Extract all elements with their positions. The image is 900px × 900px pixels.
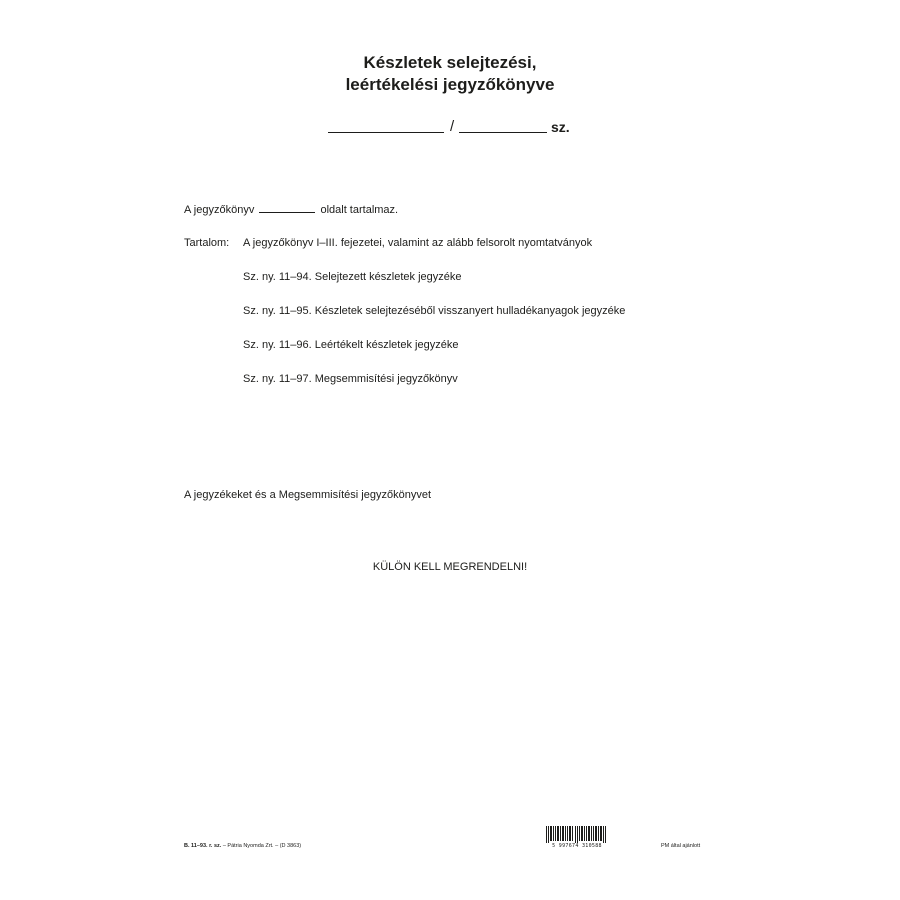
- page-count-line: [184, 202, 398, 217]
- page-count-after: oldalt tartalmaz.: [320, 204, 399, 216]
- document-title: [0, 52, 900, 96]
- number-slash: /: [450, 118, 455, 135]
- page-count-before: A jegyzőkönyv: [184, 204, 255, 216]
- barcode: [546, 826, 608, 843]
- notice-emphasis: KÜLÖN KELL MEGRENDELNI!: [372, 561, 528, 573]
- number-blank-1[interactable]: [328, 132, 444, 133]
- barcode-digits: 5 997674 310588: [552, 843, 602, 849]
- notice-line: A jegyzékeket és a Megsemmisítési jegyzőkönyvet: [184, 489, 432, 501]
- contents-lead: A jegyzőkönyv I–III. fejezetei, valamint az alább felsorolt nyomtatványok: [243, 237, 593, 249]
- contents-item: Sz. ny. 11–94. Selejtezett készletek jegyzéke: [243, 271, 462, 283]
- page-count-blank[interactable]: [259, 202, 315, 213]
- contents-item: Sz. ny. 11–97. Megsemmisítési jegyzőkönyv: [243, 373, 458, 385]
- title-line-2: leértékelési jegyzőkönyve: [345, 75, 555, 94]
- footer-left: [184, 843, 301, 850]
- contents-item: Sz. ny. 11–95. Készletek selejtezéséből visszanyert hulladékanyagok jegyzéke: [243, 305, 626, 317]
- contents-item: Sz. ny. 11–96. Leértékelt készletek jegyzéke: [243, 339, 459, 351]
- contents-label: Tartalom:: [184, 237, 230, 249]
- form-code: B. 11–93. r. sz.: [184, 843, 222, 849]
- number-blank-2[interactable]: [459, 132, 547, 133]
- recommendation-note: PM által ajánlott: [661, 843, 701, 849]
- title-line-1: Készletek selejtezési,: [363, 53, 537, 72]
- number-suffix: sz.: [551, 119, 570, 135]
- publisher-info: – Pátria Nyomda Zrt. – (D 3863): [222, 843, 302, 849]
